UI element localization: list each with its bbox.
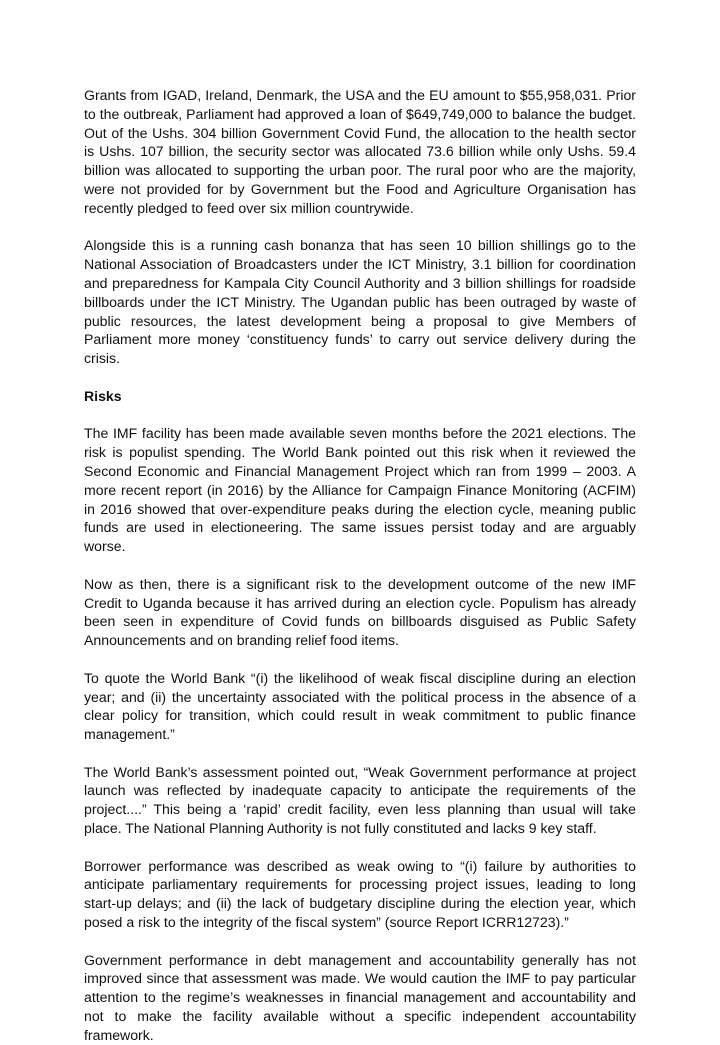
paragraph-world-bank-assessment: The World Bank’s assessment pointed out, “Weak Government performance at project launch was reflected by inadequate capacity to anticipate the requirements of the project....” This being a ‘rapid’ credit facility, even less planning than usual will take place. The National Planning Authority is not fully constituted and lacks 9 key staff. [84,763,636,837]
paragraph-imf-facility-risk: The IMF facility has been made available seven months before the 2021 elections. The risk is populist spending. The World Bank pointed out this risk when it reviewed the Second Economic and Financial Management Project which ran from 1999 – 2003. A more recent report (in 2016) by the Alliance for Campaign Finance Monitoring (ACFIM) in 2016 showed that over-expenditure peaks during the election cycle, meaning public funds are used in electioneering. The same issues persist today and are arguably worse. [84,425,636,555]
paragraph-borrower-performance: Borrower performance was described as weak owing to “(i) failure by authorities to anticipate parliamentary requirements for processing project issues, leading to long start-up delays; and (ii) the lack of budgetary discipline during the election year, which posed a risk to the integrity of the fiscal system” (source Report ICRR12723).” [84,857,636,931]
section-heading-risks: Risks [84,387,122,404]
paragraph-grants-funding: Grants from IGAD, Ireland, Denmark, the USA and the EU amount to $55,958,031. Prior to the outbreak, Parliament had approved a loan of $649,749,000 to balance the budget. Out of the Ushs. 304 billion Government Covid Fund, the allocation to the health sector is Ushs. 107 billion, the security sector was allocated 73.6 billion while only Ushs. 59.4 billion was allocated to supporting the urban poor. The rural poor who are the majority, were not provided for by Government but the Food and Agriculture Organisation has recently pledged to feed over six million countrywide. [84,87,636,216]
paragraph-election-cycle-risk: Now as then, there is a significant risk to the development outcome of the new IMF Credit to Uganda because it has arrived during an election cycle. Populism has already been seen in expenditure of Covid funds on billboards disguised as Public Safety Announcements and on branding relief food items. [84,575,636,649]
paragraph-cash-bonanza: Alongside this is a running cash bonanza that has seen 10 billion shillings go to the National Association of Broadcasters under the ICT Ministry, 3.1 billion for coordination and preparedness for Kampala City Council Authority and 3 billion shillings for roadside billboards under the ICT Ministry. The Ugandan public has been outraged by waste of public resources, the latest development being a proposal to give Members of Parliament more money ‘constituency funds’ to carry out service delivery during the crisis. [84,237,636,367]
paragraph-world-bank-quote: To quote the World Bank “(i) the likelihood of weak fiscal discipline during an election year; and (ii) the uncertainty associated with the political process in the absence of a clear policy for transition, which could result in weak commitment to public finance management.” [84,669,636,743]
paragraph-government-performance: Government performance in debt management and accountability generally has not improved since that assessment was made. We would caution the IMF to pay particular attention to the regime’s weaknesses in financial management and accountability and not to make the facility available without a specific independent accountability framework. [84,951,636,1043]
